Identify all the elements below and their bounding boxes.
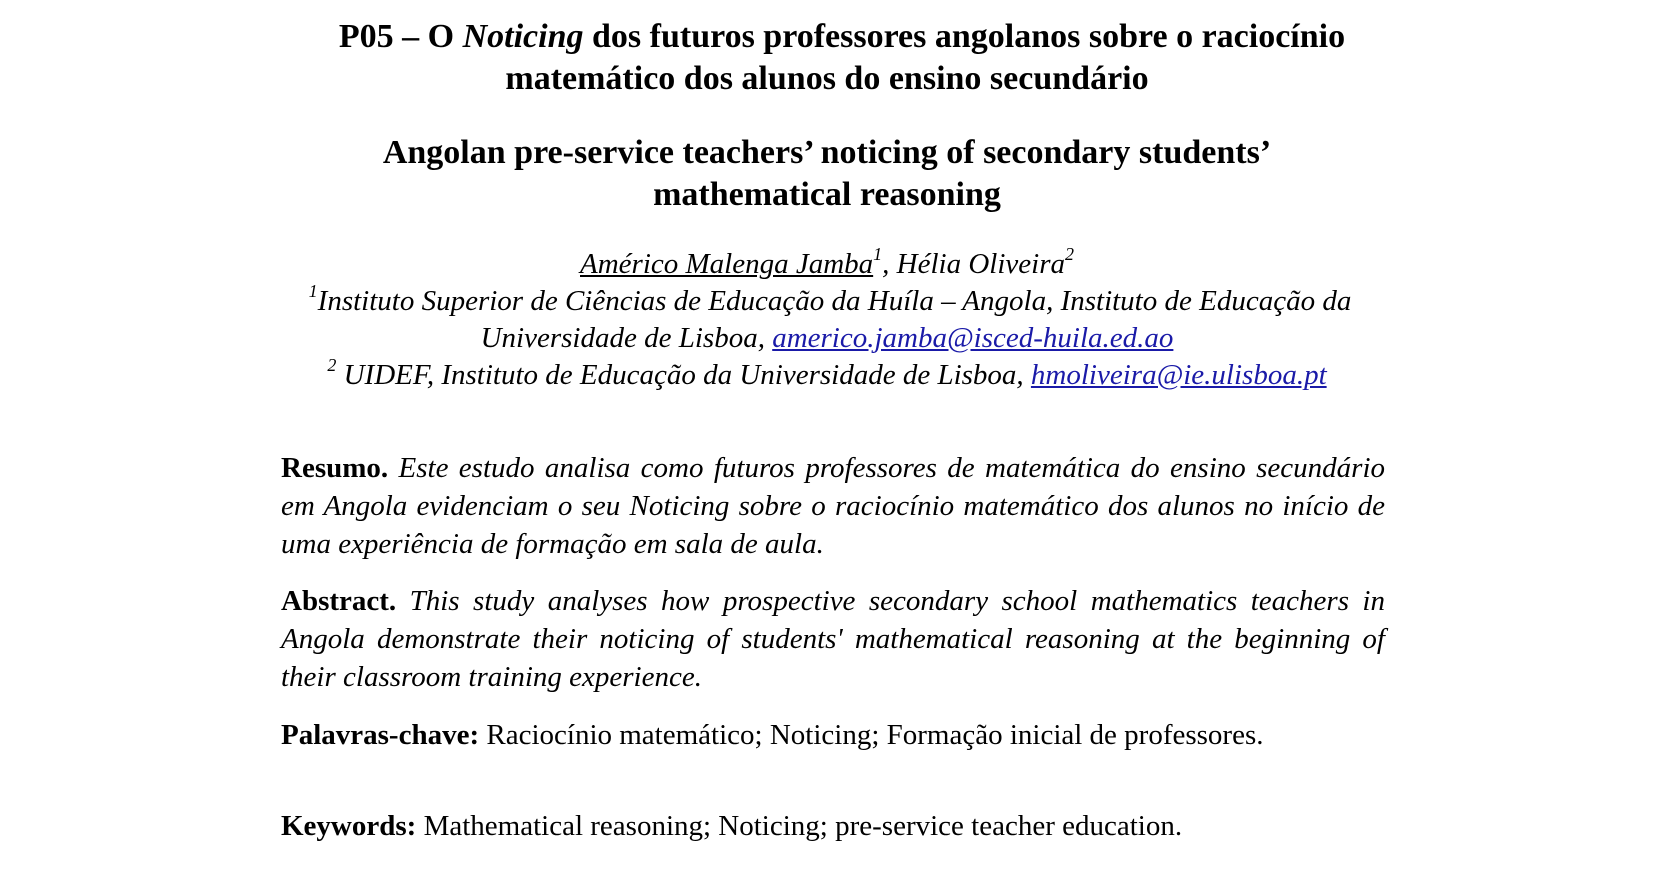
title-pt-line1 bbox=[0, 16, 1654, 58]
resumo-text: Este estudo analisa como futuros professores de matemática do ensino secundário em Angola evidenciam o seu Noticing sobre o raciocínio matemático dos alunos no início de uma experiência de formação em sala de aula. bbox=[281, 452, 1385, 560]
author-2-name: Hélia Oliveira bbox=[896, 248, 1065, 280]
abstract-text: This study analyses how prospective secondary school mathematics teachers in Angola demonstrate their noticing of students' mathematical reasoning at the beginning of their classroom training experience. bbox=[281, 585, 1385, 693]
abstract-label: Abstract. bbox=[281, 585, 397, 617]
affiliation-1-text: Instituto Superior de Ciências de Educação da Huíla – Angola, Instituto de Educação da bbox=[317, 285, 1352, 317]
title-english bbox=[0, 132, 1654, 216]
affiliation-1-sup: 1 bbox=[308, 281, 318, 302]
author-2-email-link[interactable]: hmoliveira@ie.ulisboa.pt bbox=[1030, 359, 1327, 391]
author-1-name: Américo Malenga Jamba bbox=[580, 248, 874, 280]
author-2-sup: 2 bbox=[1064, 244, 1074, 265]
title-pt-rest: dos futuros professores angolanos sobre o raciocínio bbox=[583, 18, 1346, 55]
title-en-line1: Angolan pre-service teachers’ noticing of secondary students’ bbox=[382, 134, 1272, 171]
author-1-sup: 1 bbox=[873, 244, 883, 265]
affiliation-1-line2 bbox=[0, 320, 1654, 357]
title-pt-italic-word: Noticing bbox=[462, 18, 584, 55]
abstract-paragraph bbox=[281, 582, 1385, 696]
palavras-chave-label: Palavras-chave: bbox=[281, 719, 480, 751]
keywords-text: Mathematical reasoning; Noticing; pre-service teacher education. bbox=[423, 810, 1183, 842]
affiliation-2-text: UIDEF, Instituto de Educação da Universidade de Lisboa, bbox=[336, 359, 1031, 391]
resumo-label: Resumo. bbox=[281, 452, 389, 484]
keywords-paragraph bbox=[281, 807, 1385, 845]
title-portuguese bbox=[0, 16, 1654, 100]
author-separator: , bbox=[882, 248, 897, 280]
authors-affiliations bbox=[0, 246, 1654, 394]
title-pt-line2: matemático dos alunos do ensino secundário bbox=[505, 60, 1149, 97]
resumo-paragraph bbox=[281, 449, 1385, 563]
author-1-email-link[interactable]: americo.jamba@isced-huila.ed.ao bbox=[772, 322, 1174, 354]
affiliation-2-line bbox=[0, 357, 1654, 394]
affiliation-2-sup: 2 bbox=[327, 355, 337, 376]
keywords-label: Keywords: bbox=[281, 810, 417, 842]
author-line bbox=[0, 246, 1654, 283]
affiliation-1-line1 bbox=[0, 283, 1654, 320]
title-en-line2: mathematical reasoning bbox=[653, 176, 1001, 213]
title-pt-prefix: P05 – O bbox=[338, 18, 463, 55]
palavras-chave-paragraph bbox=[281, 716, 1393, 754]
palavras-chave-text: Raciocínio matemático; Noticing; Formação inicial de professores. bbox=[486, 719, 1264, 751]
affiliation-1-text-2: Universidade de Lisboa, bbox=[480, 322, 773, 354]
